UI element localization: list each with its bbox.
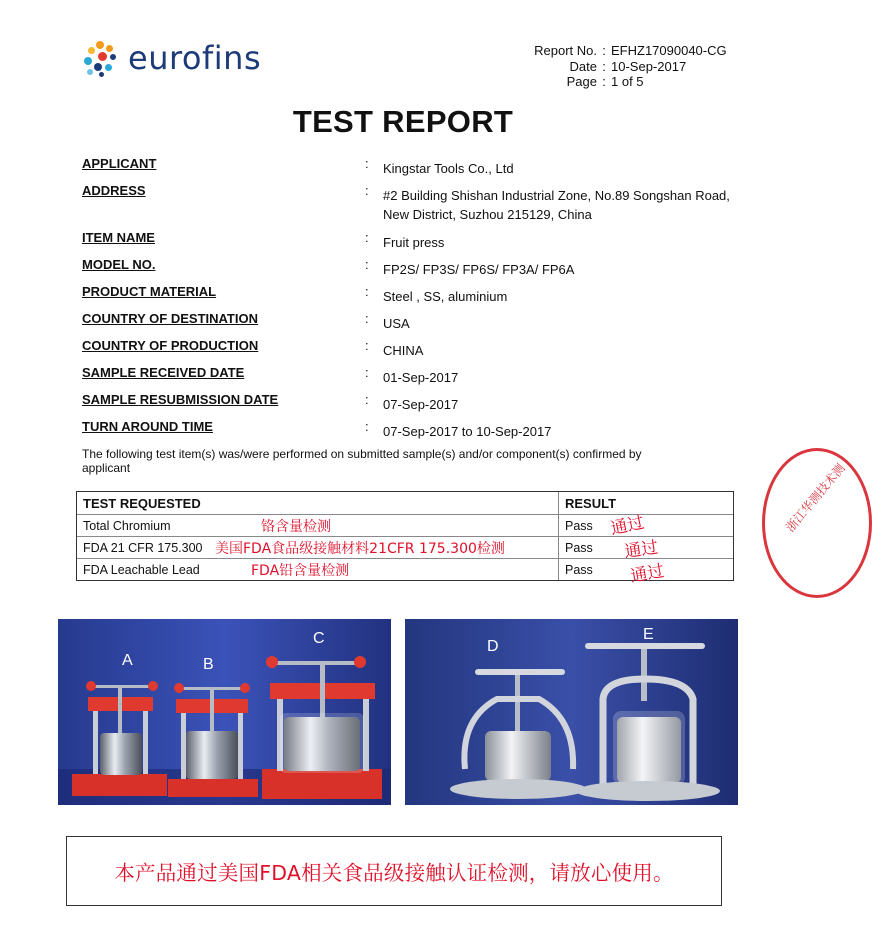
stamp-text: 浙江华测技术测 (783, 461, 848, 535)
intro-line: applicant (82, 461, 131, 475)
meta-label: Report No. (534, 43, 597, 58)
product-photo-left (58, 619, 391, 805)
official-seal-stamp (762, 448, 872, 598)
meta-colon: : (602, 58, 606, 74)
field-value-line2: New District, Suzhou 215129, China (383, 207, 592, 222)
field-label: COUNTRY OF PRODUCTION (82, 338, 259, 353)
field-value: FP2S/ FP3S/ FP6S/ FP3A/ FP6A (383, 262, 575, 277)
meta-value: EFHZ17090040-CG (611, 43, 727, 58)
field-label: ITEM NAME (82, 230, 155, 245)
handwritten-pass: 通过 (608, 512, 647, 540)
field-colon: : (365, 284, 369, 299)
field-colon: : (365, 365, 369, 380)
field-colon: : (365, 156, 369, 171)
table-cell-test (77, 559, 559, 580)
photo-label-d: D (487, 638, 499, 655)
test-name: FDA Leachable Lead (83, 562, 200, 577)
table-header-test: TEST REQUESTED (77, 492, 559, 514)
meta-label: Date (569, 58, 597, 74)
table-cell-test (77, 515, 559, 536)
field-label: ADDRESS (82, 183, 146, 198)
photo-label-e: E (643, 626, 654, 643)
field-label: MODEL NO. (82, 257, 156, 272)
meta-row-report-no (530, 43, 727, 59)
chinese-annotation: FDA铅含量检测 (251, 563, 350, 579)
field-label: SAMPLE RESUBMISSION DATE (82, 392, 279, 407)
page-title: TEST REPORT (292, 104, 514, 139)
meta-colon: : (602, 74, 606, 89)
field-value: 01-Sep-2017 (383, 370, 459, 385)
table-cell-result: Pass (565, 540, 593, 555)
field-value: Fruit press (383, 235, 445, 250)
field-value: #2 Building Shishan Industrial Zone, No.89 Songshan Road, (383, 188, 730, 203)
field-value: Kingstar Tools Co., Ltd (383, 161, 514, 176)
field-label: APPLICANT (82, 156, 157, 171)
meta-value: 10-Sep-2017 (611, 58, 687, 74)
test-name: FDA 21 CFR 175.300 (83, 540, 203, 555)
field-value: 07-Sep-2017 (383, 397, 459, 412)
chinese-annotation: 铬含量检测 (261, 519, 331, 535)
field-value: CHINA (383, 343, 424, 358)
field-label: SAMPLE RECEIVED DATE (82, 365, 245, 380)
field-value: USA (383, 316, 410, 331)
intro-line: The following test item(s) was/were performed on submitted sample(s) and/or component(s) confirmed by (82, 447, 642, 461)
table-cell-result: Pass (565, 518, 593, 533)
photo-label-c: C (313, 630, 325, 647)
field-colon: : (365, 392, 369, 407)
meta-colon: : (602, 43, 606, 58)
field-value: 07-Sep-2017 to 10-Sep-2017 (383, 424, 552, 439)
photo-label-b: B (203, 656, 214, 673)
meta-row-date (530, 59, 727, 75)
logo-text: eurofins (128, 39, 262, 77)
field-colon: : (365, 419, 369, 434)
eurofins-logo-icon (82, 39, 120, 77)
product-photo-right (405, 619, 738, 805)
field-colon: : (365, 311, 369, 326)
chinese-annotation: 美国FDA食品级接触材料21CFR 175.300检测 (215, 541, 505, 557)
meta-value: 1 of 5 (611, 74, 644, 89)
meta-label: Page (566, 74, 597, 89)
handwritten-pass: 通过 (623, 537, 660, 563)
photo-label-a: A (122, 652, 133, 669)
table-cell-result: Pass (565, 562, 593, 577)
field-colon: : (365, 257, 369, 272)
table-cell-test (77, 537, 559, 558)
field-colon: : (365, 230, 369, 245)
eurofins-logo (82, 38, 261, 78)
field-label: PRODUCT MATERIAL (82, 284, 217, 299)
fruit-press-abc-image (58, 619, 391, 805)
field-colon: : (365, 183, 369, 198)
intro-text (82, 447, 702, 475)
meta-row-page (530, 74, 727, 90)
test-name: Total Chromium (83, 518, 171, 533)
field-label: TURN AROUND TIME (82, 419, 213, 434)
handwritten-pass: 通过 (628, 561, 666, 587)
field-value: Steel , SS, aluminium (383, 289, 508, 304)
field-colon: : (365, 338, 369, 353)
certification-banner (66, 836, 722, 906)
field-label: COUNTRY OF DESTINATION (82, 311, 258, 326)
report-meta (530, 43, 727, 90)
fruit-press-de-image (405, 619, 738, 805)
table-header-result: RESULT (565, 495, 617, 511)
banner-text: 本产品通过美国FDA相关食品级接触认证检测，请放心使用。 (114, 861, 674, 885)
